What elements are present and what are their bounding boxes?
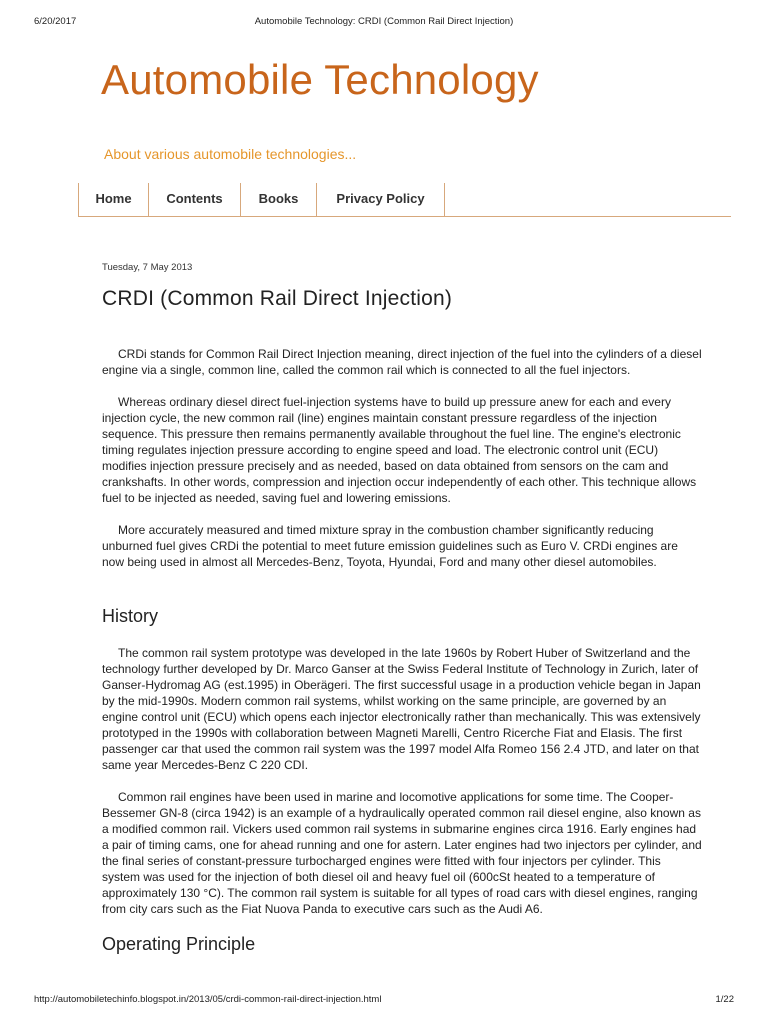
print-page-number: 1/22 — [715, 994, 734, 1005]
post-date: Tuesday, 7 May 2013 — [102, 262, 193, 273]
post-intro — [102, 346, 702, 570]
paragraph: The common rail system prototype was developed in the late 1960s by Robert Huber of Switzerland and the technology further developed by Dr. Marco Ganser at the Swiss Federal Institute of Technology in Zurich, later of Ganser-Hydromag AG (est.1995) in Oberägeri. The first successful usage in a production vehicle began in Japan by the mid-1990s. Modern common rail systems, whilst working on the same principle, are governed by an engine control unit (ECU) which opens each injector electronically rather than mechanically. This was extensively prototyped in the 1990s with collaboration between Magneti Marelli, Centro Ricerche Fiat and Elasis. The first passenger car that used the common rail system was the 1997 model Alfa Romeo 156 2.4 JTD, and later on that same year Mercedes-Benz C 220 CDI. — [102, 646, 701, 772]
paragraph: CRDi stands for Common Rail Direct Injection meaning, direct injection of the fuel into the cylinders of a diesel engine via a single, common line, called the common rail which is connected to all the fuel injectors. — [102, 347, 702, 377]
nav-home[interactable]: Home — [95, 191, 132, 206]
print-header — [34, 16, 734, 30]
paragraph: Common rail engines have been used in marine and locomotive applications for some time. The Cooper-Bessemer GN-8 (circa 1942) is an example of a hydraulically operated common rail diesel engine, also known as a modified common rail. Vickers used common rail systems in submarine engines circa 1916. Early engines had a pair of timing cams, one for ahead running and one for astern. Later engines had two injectors per cylinder, and the final series of constant-pressure turbocharged engines were fitted with four injectors per cylinder. This system was used for the injection of both diesel oil and heavy fuel oil (600cSt heated to a temperature of approximately 130 °C). The common rail system is suitable for all types of road cars with diesel engines, ranging from city cars such as the Fiat Nuova Panda to executive cars such as the Audi A6. — [102, 790, 702, 916]
nav-bar — [78, 183, 731, 217]
paragraph: More accurately measured and timed mixture spray in the combustion chamber significantly reducing unburned fuel gives CRDi the potential to meet future emission guidelines such as Euro V. CRDi engines are now being used in almost all Mercedes-Benz, Toyota, Hyundai, Ford and many other diesel automobiles. — [102, 523, 678, 569]
section-heading-operating-principle: Operating Principle — [102, 934, 256, 954]
nav-divider — [444, 183, 445, 216]
paragraph: Whereas ordinary diesel direct fuel-injection systems have to build up pressure anew for each and every injection cycle, the new common rail (line) engines maintain constant pressure regardless of the injection sequence. This pressure then remains permanently available throughout the fuel line. The engine's electronic timing regulates injection pressure according to engine speed and load. The electronic control unit (ECU) modifies injection pressure precisely and as needed, based on data obtained from sensors on the cam and crankshafts. In other words, compression and injection occur independently of each other. This technique allows fuel to be injected as needed, saving fuel and lowering emissions. — [102, 395, 697, 505]
post-title[interactable]: CRDI (Common Rail Direct Injection) — [102, 287, 453, 310]
print-url: http://automobiletechinfo.blogspot.in/2013/05/crdi-common-rail-direct-injection.html — [34, 994, 382, 1005]
blog-title[interactable]: Automobile Technology — [101, 56, 539, 103]
nav-privacy-policy[interactable]: Privacy Policy — [336, 191, 425, 206]
nav-books[interactable]: Books — [258, 191, 299, 206]
post-history — [102, 645, 702, 917]
print-date: 6/20/2017 — [34, 16, 77, 27]
section-heading-history: History — [102, 606, 159, 626]
print-document-title: Automobile Technology: CRDI (Common Rail Direct Injection) — [254, 16, 514, 27]
nav-contents[interactable]: Contents — [166, 191, 223, 206]
blog-description: About various automobile technologies... — [104, 146, 357, 162]
